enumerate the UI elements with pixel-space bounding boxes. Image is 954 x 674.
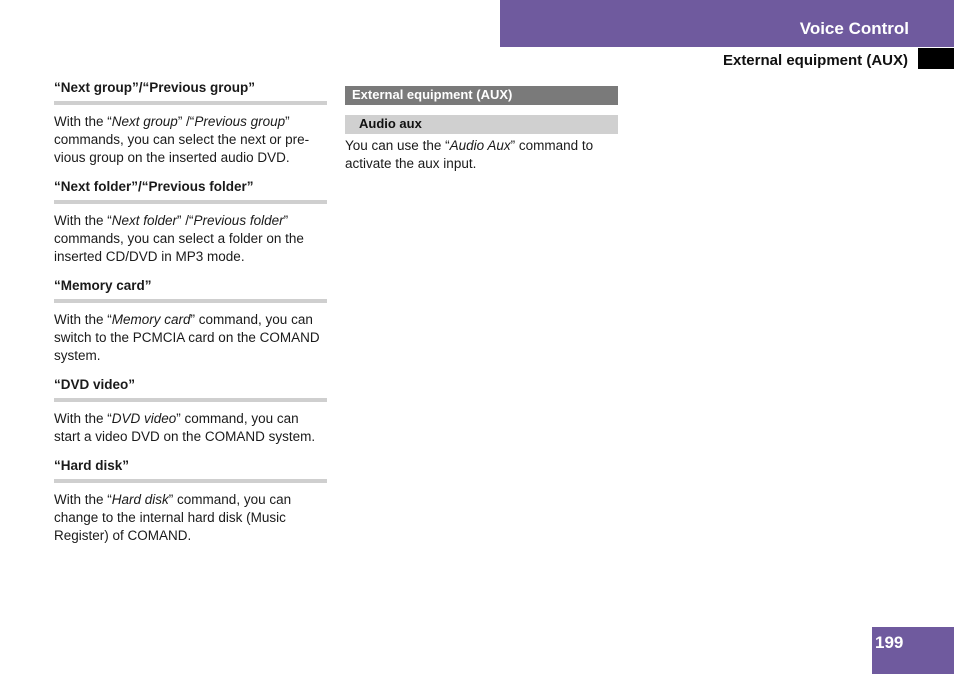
section-body <box>54 311 327 365</box>
section-heading: “Memory card” <box>54 278 327 303</box>
external-equipment-heading: External equipment (AUX) <box>345 86 618 105</box>
section-heading: “DVD video” <box>54 377 327 402</box>
audio-aux-body <box>345 137 618 173</box>
body-text: You can use the “ <box>345 138 450 153</box>
section-body <box>54 212 327 266</box>
command-name: DVD video <box>111 411 177 426</box>
body-text: ” commands, you can select a folder on the inserted CD/DVD in MP3 mode. <box>54 213 304 264</box>
command-name: Audio Aux <box>449 138 511 153</box>
section-body <box>54 491 327 545</box>
body-text: With the “ <box>54 492 112 507</box>
command-name: Memory card <box>111 312 191 327</box>
section-memory-card <box>54 278 327 365</box>
section-body <box>54 410 327 446</box>
body-text: With the “ <box>54 411 112 426</box>
section-hard-disk <box>54 458 327 545</box>
command-name: Previous folder <box>193 213 284 228</box>
command-name: Hard disk <box>111 492 169 507</box>
body-text: ” command, you can change to the internal hard disk (Music Register) of COMAND. <box>54 492 292 543</box>
section-next-folder <box>54 179 327 266</box>
left-column <box>54 80 327 557</box>
body-text: With the “ <box>54 213 112 228</box>
page-number: 199 <box>875 633 904 652</box>
middle-column <box>345 86 618 173</box>
body-text: ” /“ <box>177 114 195 129</box>
header-bar <box>500 0 954 47</box>
page-number-box <box>872 627 954 674</box>
section-subtitle: External equipment (AUX) <box>722 52 908 69</box>
section-body <box>54 113 327 167</box>
body-text: With the “ <box>54 312 112 327</box>
chapter-title: Voice Control <box>799 19 909 38</box>
body-text: With the “ <box>54 114 112 129</box>
command-name: Next group <box>111 114 178 129</box>
body-text: ” command, you can start a video DVD on the COMAND system. <box>54 411 316 444</box>
body-text: ” command to activate the aux input. <box>345 138 594 171</box>
audio-aux-heading: Audio aux <box>345 115 618 134</box>
section-next-group <box>54 80 327 167</box>
section-heading: “Hard disk” <box>54 458 327 483</box>
section-dvd-video <box>54 377 327 446</box>
body-text: ” command, you can switch to the PCMCIA card on the COMAND system. <box>54 312 320 363</box>
body-text: ” /“ <box>177 213 194 228</box>
command-name: Next folder <box>111 213 178 228</box>
body-text: ” commands, you can select the next or pre-vious group on the inserted audio DVD. <box>54 114 310 165</box>
section-heading: “Next folder”/“Previous folder” <box>54 179 327 204</box>
command-name: Previous group <box>194 114 286 129</box>
section-heading: “Next group”/“Previous group” <box>54 80 327 105</box>
thumb-tab-marker <box>918 48 954 69</box>
